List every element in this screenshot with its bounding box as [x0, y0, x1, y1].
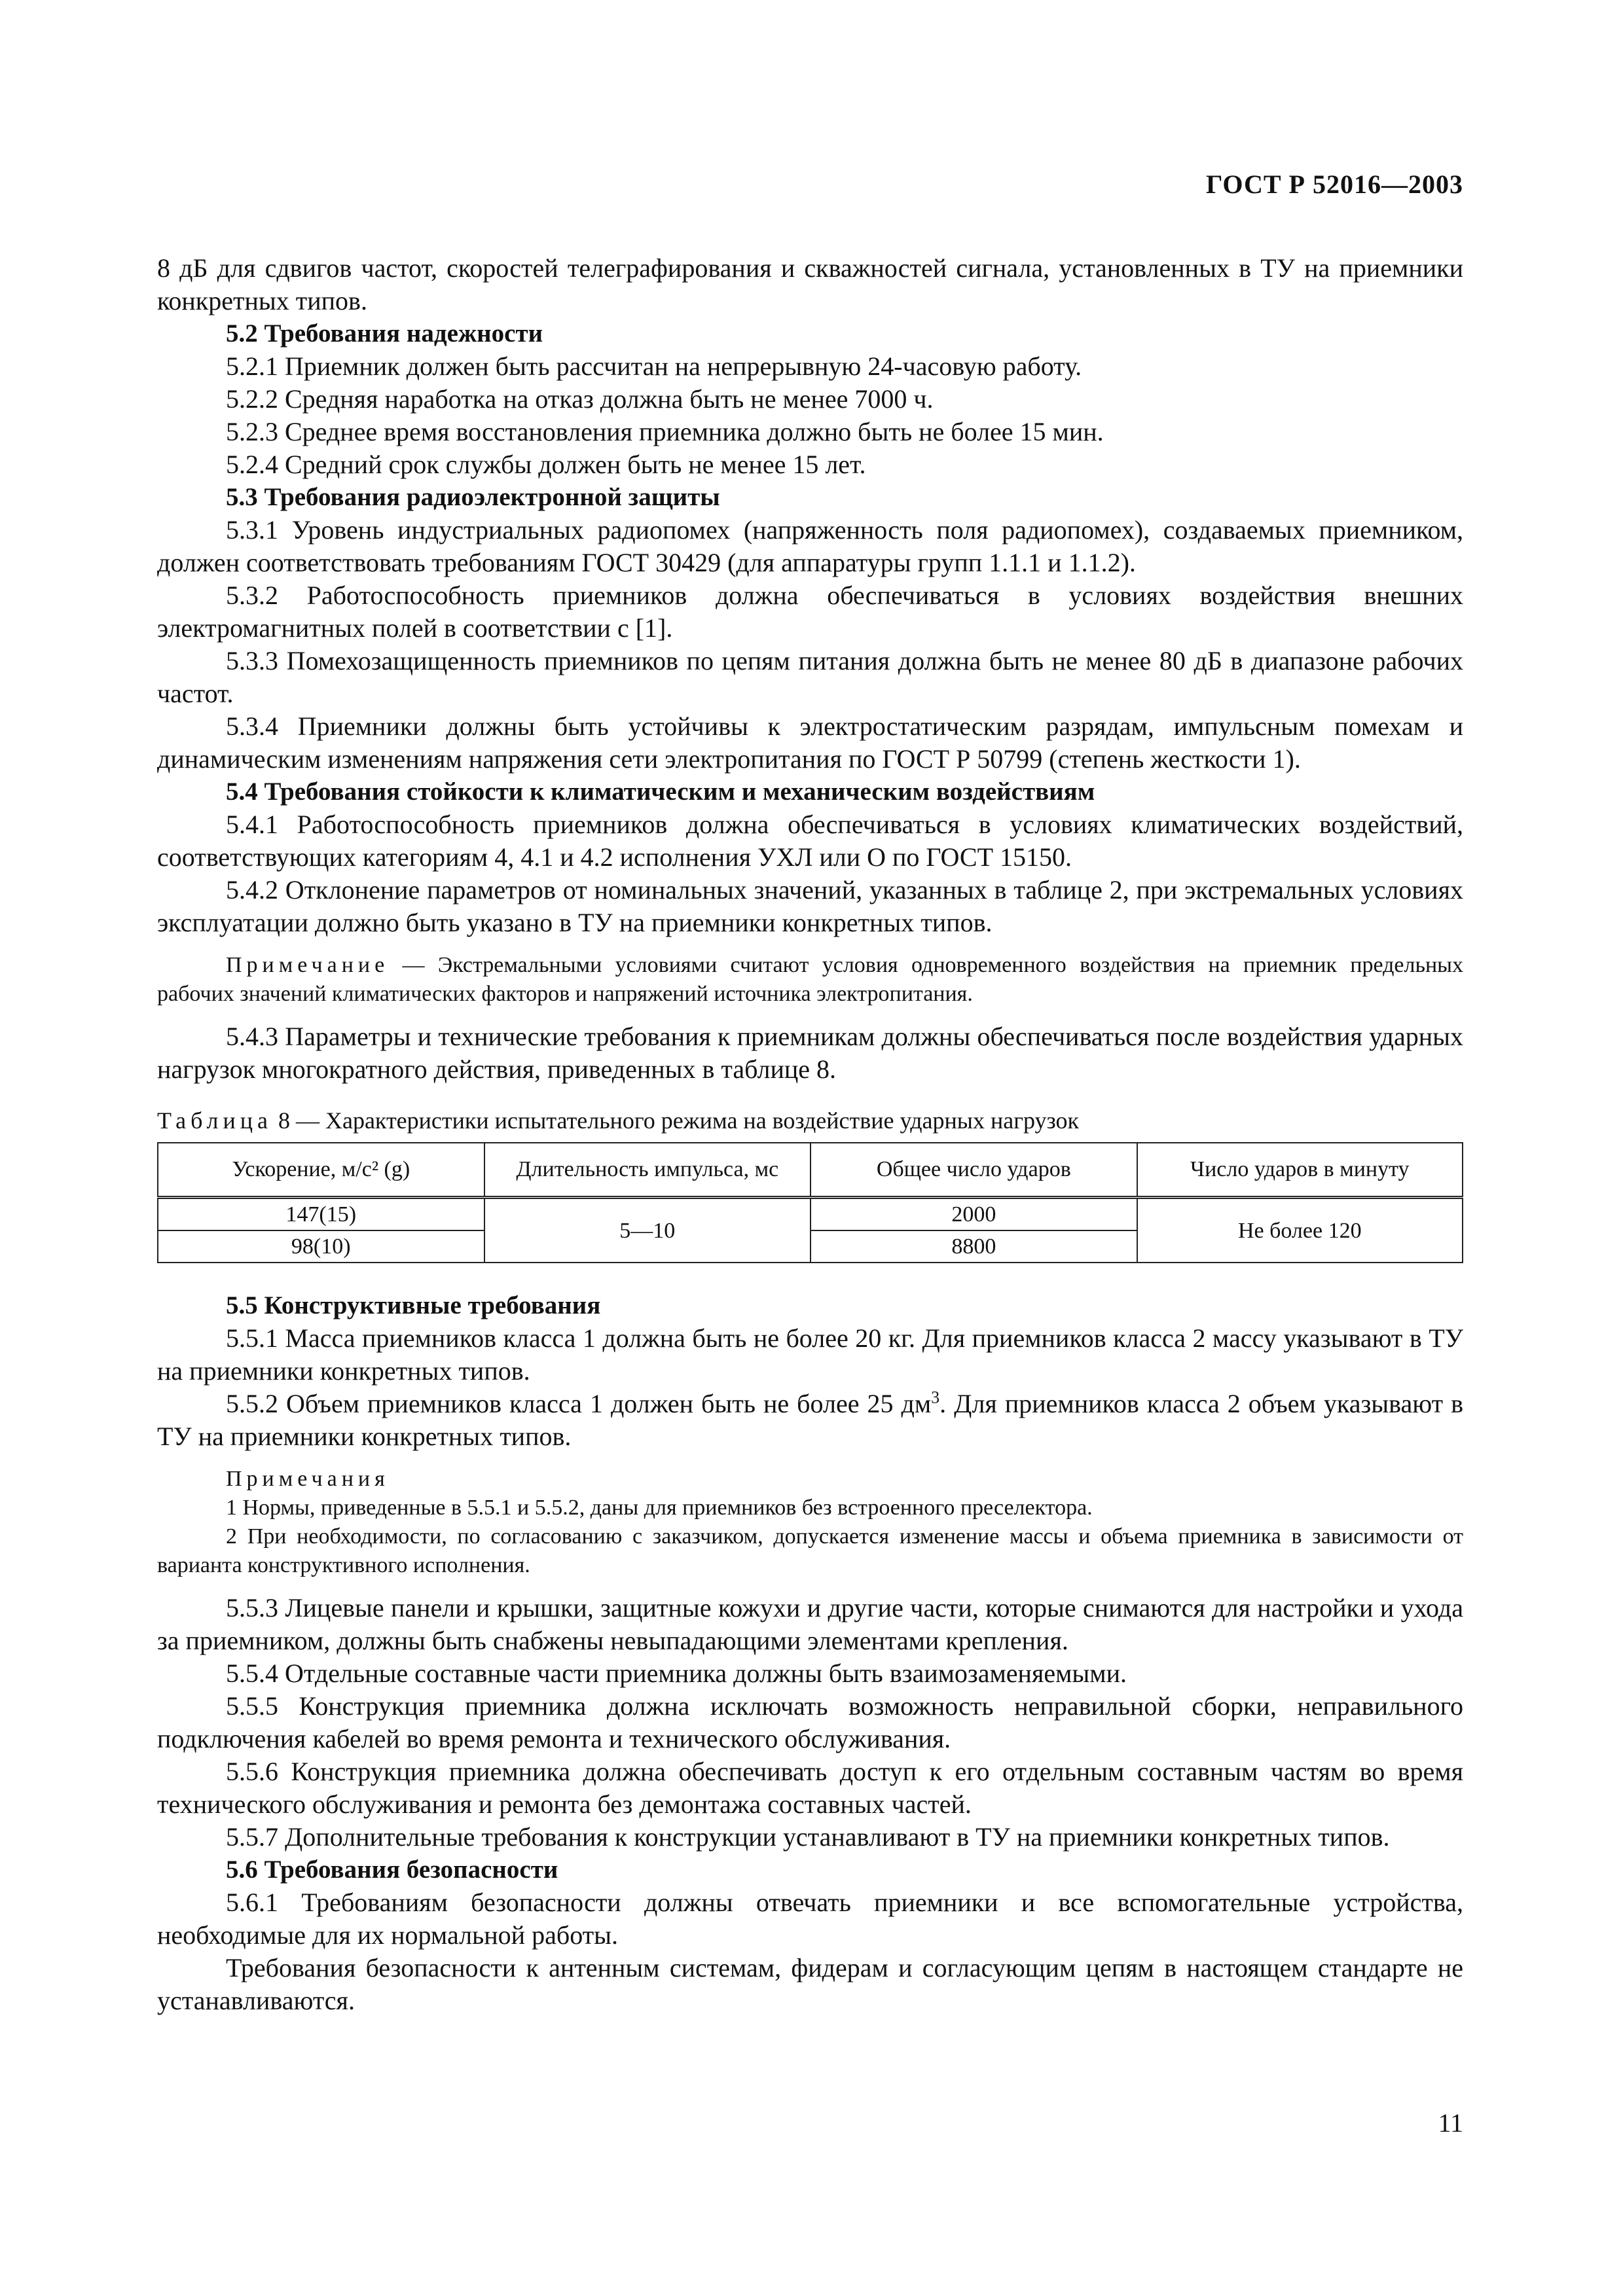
- table-caption-text: 8 — Характеристики испытательного режима на воздействие ударных нагрузок: [272, 1107, 1080, 1134]
- cell-total-impacts: 8800: [811, 1230, 1137, 1263]
- paragraph-5-2-3: 5.2.3 Среднее время восстановления приемника должно быть не более 15 мин.: [226, 417, 1104, 446]
- paragraph-5-3-2: 5.3.2 Работоспособность приемников должна обеспечиваться в условиях воздействия внешних электромагнитных полей в соответствии с [1].: [157, 581, 1463, 643]
- paragraph-5-5-2: [157, 1388, 1463, 1453]
- paragraph-safety-antenna: Требования безопасности к антенным системам, фидерам и согласующим цепям в настоящем стандарте не устанавливаются.: [157, 1953, 1463, 2015]
- table-caption-label: Таблица: [157, 1107, 272, 1134]
- paragraph-5-2-2: 5.2.2 Средняя наработка на отказ должна быть не менее 7000 ч.: [226, 384, 934, 414]
- paragraph-5-5-1: 5.5.1 Масса приемников класса 1 должна быть не более 20 кг. Для приемников класса 2 массу указывают в ТУ на приемники конкретных типов.: [157, 1323, 1463, 1386]
- paragraph-5-3-1: 5.3.1 Уровень индустриальных радиопомех (напряженность поля радиопомех), создаваемых приемником, должен соответствовать требованиям ГОСТ 30429 (для аппаратуры групп 1.1.1 и 1.1.2).: [157, 515, 1463, 577]
- paragraph-5-3-3: 5.3.3 Помехозащищенность приемников по цепям питания должна быть не менее 80 дБ в диапазоне рабочих частот.: [157, 646, 1463, 708]
- paragraph-continuation: 8 дБ для сдвигов частот, скоростей телеграфирования и скважностей сигнала, установленных в ТУ на приемники конкретных типов.: [157, 253, 1463, 315]
- table-8-caption: [157, 1105, 1463, 1136]
- paragraph-5-4-3: 5.4.3 Параметры и технические требования к приемникам должны обеспечиваться после воздействия ударных нагрузок многократного действия, приведенных в таблице 8.: [157, 1022, 1463, 1084]
- paragraph-5-5-3: 5.5.3 Лицевые панели и крышки, защитные кожухи и другие части, которые снимаются для настройки и ухода за приемником, должны быть снабжены невыпадающими элементами крепления.: [157, 1593, 1463, 1655]
- note-2: 2 При необходимости, по согласованию с заказчиком, допускается изменение массы и объема приемника в зависимости от варианта конструктивного исполнения.: [157, 1524, 1463, 1577]
- paragraph-5-5-2-part-a: 5.5.2 Объем приемников класса 1 должен быть не более 25 дм: [226, 1389, 932, 1418]
- heading-5-5: 5.5 Конструктивные требования: [226, 1291, 601, 1319]
- superscript-3: 3: [931, 1388, 940, 1407]
- paragraph-5-2-1: 5.2.1 Приемник должен быть рассчитан на непрерывную 24-часовую работу.: [226, 351, 1082, 381]
- heading-5-4: 5.4 Требования стойкости к климатическим и механическим воздействиям: [226, 778, 1095, 806]
- heading-5-6: 5.6 Требования безопасности: [226, 1856, 558, 1884]
- paragraph-5-5-6: 5.5.6 Конструкция приемника должна обеспечивать доступ к его отдельным составным частям во время технического обслуживания и ремонта без демонтажа составных частей.: [157, 1757, 1463, 1819]
- table-8: [157, 1142, 1463, 1263]
- page-number: 11: [1438, 2108, 1463, 2138]
- paragraph-5-5-2-part-b: . Для приемников класса 2 объем указывают в ТУ на приемники конкретных типов.: [157, 1389, 1463, 1451]
- paragraph-5-4-2: 5.4.2 Отклонение параметров от номинальных значений, указанных в таблице 2, при экстремальных условиях эксплуатации должно быть указано в ТУ на приемники конкретных типов.: [157, 875, 1463, 937]
- header-impacts-per-minute: Число ударов в минуту: [1137, 1143, 1463, 1198]
- document-code-header: ГОСТ Р 52016—2003: [1205, 170, 1463, 199]
- note-text: — Экстремальными условиями считают условия одновременного воздействия на приемник предельных рабочих значений климатических факторов и напряжений источника электропитания.: [157, 953, 1463, 1006]
- paragraph-5-4-1: 5.4.1 Работоспособность приемников должна обеспечиваться в условиях климатических воздействий, соответствующих категориям 4, 4.1 и 4.2 исполнения УХЛ или О по ГОСТ 15150.: [157, 810, 1463, 872]
- paragraph-5-5-4: 5.5.4 Отдельные составные части приемника должны быть взаимозаменяемыми.: [226, 1659, 1127, 1688]
- cell-acceleration: 98(10): [158, 1230, 484, 1263]
- cell-impacts-per-minute: Не более 120: [1137, 1198, 1463, 1263]
- cell-acceleration: 147(15): [158, 1198, 484, 1231]
- table-row: [158, 1198, 1463, 1231]
- notes-title: Примечания: [226, 1467, 390, 1491]
- page-body: [157, 164, 1463, 2017]
- paragraph-5-3-4: 5.3.4 Приемники должны быть устойчивы к электростатическим разрядам, импульсным помехам и динамическим изменениям напряжения сети электропитания по ГОСТ Р 50799 (степень жесткости 1).: [157, 711, 1463, 774]
- note-5-4-2: [157, 951, 1463, 1009]
- note-1: 1 Нормы, приведенные в 5.5.1 и 5.5.2, даны для приемников без встроенного преселектора.: [226, 1496, 1093, 1520]
- heading-5-2: 5.2 Требования надежности: [226, 319, 543, 348]
- header-pulse-duration: Длительность импульса, мс: [484, 1143, 811, 1198]
- cell-pulse-duration: 5—10: [484, 1198, 811, 1263]
- paragraph-5-5-7: 5.5.7 Дополнительные требования к конструкции устанавливают в ТУ на приемники конкретных типов.: [226, 1822, 1390, 1852]
- header-acceleration: Ускорение, м/с² (g): [158, 1143, 484, 1198]
- paragraph-5-2-4: 5.2.4 Средний срок службы должен быть не менее 15 лет.: [226, 450, 866, 479]
- header-total-impacts: Общее число ударов: [811, 1143, 1137, 1198]
- cell-total-impacts: 2000: [811, 1198, 1137, 1231]
- note-label: Примечание: [226, 953, 390, 977]
- paragraph-5-6-1: 5.6.1 Требованиям безопасности должны отвечать приемники и все вспомогательные устройства, необходимые для их нормальной работы.: [157, 1888, 1463, 1950]
- paragraph-5-5-5: 5.5.5 Конструкция приемника должна исключать возможность неправильной сборки, неправильного подключения кабелей во время ремонта и технического обслуживания.: [157, 1691, 1463, 1753]
- table-header-row: [158, 1143, 1463, 1198]
- heading-5-3: 5.3 Требования радиоэлектронной защиты: [226, 483, 720, 511]
